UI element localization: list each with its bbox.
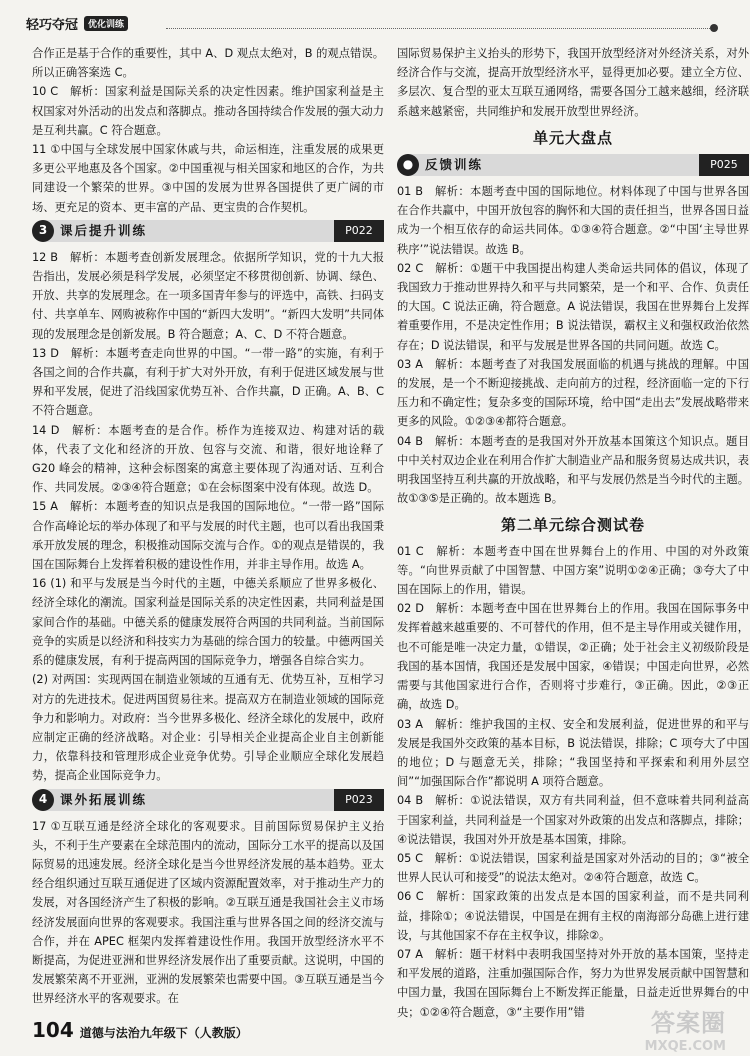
section-title: 课后提升训练 (60, 223, 148, 239)
right-column (397, 44, 749, 1022)
answer-paragraph: 16 (1) 和平与发展是当今时代的主题，中德关系顺应了世界多极化、经济全球化的潮流。国家利益是国际关系的决定性因素，共同利益是国家间合作的基础。中德关系的健康发展符合两国的共同利益。当前国际竞争的实质是以经济和科技实力为基础的综合国力的较量。中德两国关系的健康发展，有利于提高两国的国际竞争力，增强各自综合实力。 (32, 577, 384, 668)
page-number: 104 (32, 1018, 74, 1042)
answer-paragraph: 15 A 解析：本题考查的知识点是我国的国际地位。“一带一路”国际合作高峰论坛的举办体现了和平与发展的时代主题，也可以看出我国秉承开放发展的理念，积极推动国际交流与合作。①的观点是错误的，我国在国际舞台上发挥着积极的建设性作用，并非主导作用。故选 A。 (32, 500, 384, 572)
brand-tag: 优化训练 (84, 16, 128, 31)
answer-paragraph: 04 B 解析：本题考查的是我国对外开放基本国策这个知识点。题目中中关村双边企业在利用合作扩大制造业产品和服务贸易达成共识，表明我国坚持互利共赢的开放战略，和平与发展仍然是当今时代的主题。故①③⑤是正确的。故本题选 B。 (397, 434, 749, 506)
section-page: P022 (334, 220, 384, 242)
page-header (16, 6, 734, 34)
answer-paragraph: 合作正是基于合作的重要性，其中 A、D 观点太绝对，B 的观点错误。所以正确答案选 C。 (32, 47, 384, 80)
book-title: 道德与法治九年级下（人教版） (79, 1026, 248, 1040)
answer-paragraph: 02 D 解析：本题考查中国在世界舞台上的作用。我国在国际事务中发挥着越来越重要的、不可替代的作用，但不是主导作用或关键作用，也不可能是唯一决定力量，①错误，②正确；处于社会主义初级阶段是我国的基本国情，我国还是发展中国家，④错误；中国走向世界，必然需要与其他国家进行合作，否则将寸步难行，③正确。因此，②③正确，故选 D。 (397, 602, 749, 712)
answer-paragraph: 17 ①互联互通是经济全球化的客观要求。目前国际贸易保护主义抬头，不利于生产要素在全球范围内的流动，国际分工水平的提高以及国际贸易的迅速发展。经济全球化是当今世界经济发展的基本趋势。亚太经合组织通过互联互通促进了区域内资源配置效率，对于推动生产力的发展，对各国经济产生了积极的影响。②互联互通是我国社会主义市场经济发展面向世界的客观要求。我国注重与世界各国之间的经济交流与合作，并在 APEC 框架内发挥着建设性作用。我国开放型经济水平不断提高，为促进亚洲和世界经济发展作出了重要贡献。这说明，中国的发展繁荣离不开亚洲，亚洲的发展繁荣也需要中国。③互联互通是当今世界经济水平的客观要求。在 (32, 819, 384, 1006)
answer-paragraph: 05 C 解析：①说法错误，国家利益是国家对外活动的目的；③“被全世界人民认可和接受”的说法太绝对。②④符合题意，故选 C。 (397, 851, 749, 885)
answer-paragraph: 02 C 解析：①题干中我国提出构建人类命运共同体的倡议，体现了我国致力于推动世界持久和平与共同繁荣，是一个和平、合作、负责任的大国。C 说法正确，符合题意。A 说法错误，我国在世界舞台上发挥着重要作用，不是决定性作用；B 说法错误，霸权主义和强权政治依然存在；D 说法错误，和平与发展是世界各国的共同问题。故选 C。 (397, 261, 749, 352)
unit-test-heading: 第二单元综合测试卷 (500, 516, 645, 535)
answer-paragraph: 03 A 解析：维护我国的主权、安全和发展利益，促进世界的和平与发展是我国外交政策的基本目标，B 说法错误，排除；C 项夸大了中国的地位；D 与题意无关，排除；“我国坚持和平探索和利用外层空间”“加强国际合作”都说明 A 项符合题意。 (397, 717, 749, 789)
unit-review-heading: 单元大盘点 (532, 128, 613, 147)
section-title: 反馈训练 (425, 157, 484, 173)
section-bar-feedback (397, 154, 749, 176)
answer-paragraph: 01 C 解析：本题考查中国在世界舞台上的作用、中国的对外政策等。“向世界贡献了中国智慧、中国方案”说明①②④正确；③夸大了中国在国际上的作用，错误。 (397, 544, 749, 597)
watermark-url: MXQE.COM (644, 1039, 726, 1054)
section-number: 4 (32, 789, 54, 811)
left-column (32, 44, 384, 1009)
brand-name: 轻巧夺冠 (26, 18, 79, 33)
section-bar-after-class (32, 220, 384, 242)
answer-paragraph: 10 C 解析：国家利益是国际关系的决定性因素。维护国家利益是主权国家对外活动的出发点和落脚点。推动各国持续合作发展的强大动力是互利共赢。C 符合题意。 (32, 85, 384, 137)
answer-paragraph: 01 B 解析：本题考查中国的国际地位。材料体现了中国与世界各国在合作共赢中，中国开放包容的胸怀和大国的责任担当，世界各国日益成为一个相互依存的命运共同体。①③④符合题意。②“中国‘主导世界秩序’”说法错误。故选 B。 (397, 185, 749, 256)
watermark-logo: 答案圈 (651, 1009, 726, 1037)
answer-paragraph: 11 ①中国与全球发展中国家休戚与共，命运相连，注重发展的成果更多更公平地惠及各个国家。②中国重视与相关国家和地区的合作，为共同建设一个繁荣的世界。③中国的发展为世界各国提供了更广阔的市场、更充足的资本、更丰富的产品、更宝贵的合作契机。 (32, 143, 384, 214)
section-page: P025 (699, 154, 749, 176)
section-bar-extension (32, 789, 384, 811)
answer-paragraph: 12 B 解析：本题考查创新发展理念。依据所学知识，党的十九大报告指出，发展必须是科学发展，必须坚定不移贯彻创新、协调、绿色、开放、共享的发展理念。在一项多国青年参与的评选中，高铁、扫码支付、共享单车、网购被称作中国的“新四大发明”。“新四大发明”共同体现的发展理念是创新发展。B 符合题意；A、C、D 不符合题意。 (32, 250, 384, 341)
answer-paragraph: (2) 对两国：实现两国在制造业领域的互通有无、优势互补，互相学习对方的先进技术。促进两国贸易往来。提高双方在制造业领域的国际竞争力和影响力。对政府：当今世界多极化、经济全球化的发展中，政府应制定正确的经济战略。对企业：引导相关企业提高企业自主创新能力，依靠科技和管理形成企业竞争优势。引导企业顺应全球化发展趋势，提高企业国际竞争力。 (32, 673, 384, 783)
answer-paragraph: 国际贸易保护主义抬头的形势下，我国开放型经济对外经济关系，对外经济合作与交流，提高开放型经济水平，显得更加必要。建立全方位、多层次、复合型的亚太互联互通网络，需要各国分工越来越细，经济联系越来越紧密，共同维护和发展开放型世界经济。 (397, 47, 749, 118)
header-dot (710, 24, 718, 32)
section-page: P023 (334, 789, 384, 811)
header-divider (166, 28, 714, 29)
answer-paragraph: 14 D 解析：本题考查的是合作。桥作为连接双边、构建对话的载体，代表了文化和经济的开放、包容与交流、和谐，很好地诠释了 G20 峰会的精神，这种会标图案的寓意主要体现了沟通对话、互利合作、共同发展。②③④符合题意；①在会标图案中没有体现。故选 D。 (32, 423, 384, 495)
answer-paragraph: 04 B 解析：①说法错误，双方有共同利益，但不意味着共同利益高于国家利益，共同利益是一个国家对外政策的出发点和落脚点，排除；④说法错误，我国对外开放是基本国策，排除。 (397, 794, 749, 846)
page-footer (32, 1018, 248, 1042)
section-title: 课外拓展训练 (60, 791, 148, 807)
answer-paragraph: 03 A 解析：本题考查了对我国发展面临的机遇与挑战的理解。中国的发展，是一个不断迎接挑战、走向前方的过程，经济面临一定的下行压力和不确定性；复杂多变的国际环境，给中国“走出去”发展战略带来更多的风险。①②③④都符合题意。 (397, 357, 749, 429)
section-icon: ● (397, 154, 419, 176)
answer-paragraph: 07 A 解析：题干材料中表明我国坚持对外开放的基本国策，坚持走和平发展的道路，注重加强国际合作，努力为世界发展贡献中国智慧和中国力量，我国在国际舞台上不断发挥正能量，日益走近世界舞台的中央；①②④符合题意，③“主要作用”错 (397, 947, 749, 1019)
answer-paragraph: 06 C 解析：国家政策的出发点是本国的国家利益，而不是共同利益，排除①；④说法错误，中国是在拥有主权的南海部分岛礁上进行建设，与其他国家不存在主权争议，排除②。 (397, 890, 749, 942)
brand-logo (26, 14, 128, 33)
section-number: 3 (32, 220, 54, 242)
answer-paragraph: 13 D 解析：本题考查走向世界的中国。“一带一路”的实施，有利于各国之间的合作共赢，有利于扩大对外开放，有利于促进区域发展与世界和平发展，促进了沿线国家优势互补、合作共赢，D 正确。A、B、C 不符合题意。 (32, 346, 384, 418)
